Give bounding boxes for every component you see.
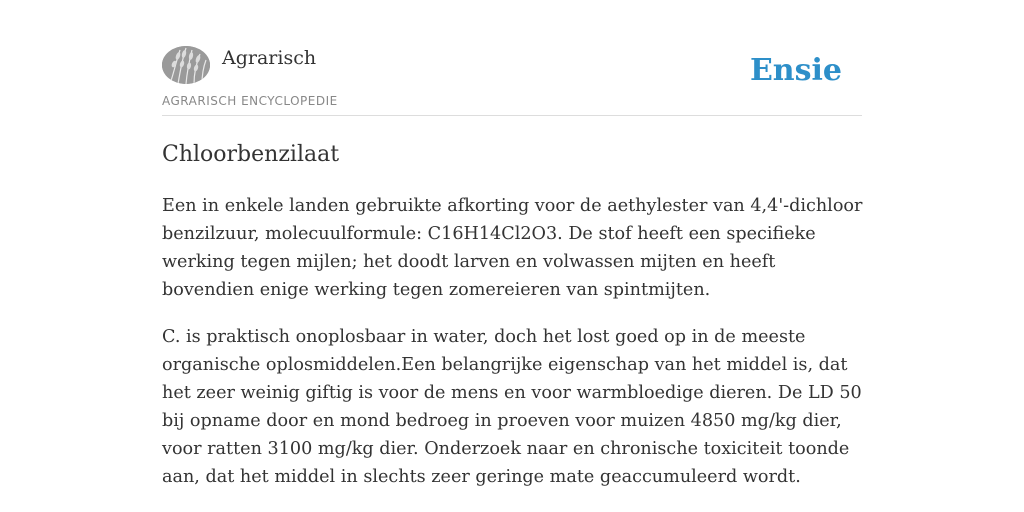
article-paragraph-1: Een in enkele landen gebruikte afkorting voor de aethylester van 4,4'-dichloor benzilzuur, molecuulformule: C16H14Cl2O3. De stof heeft een specifieke werking tegen mijlen; het doodt larven en volwassen mijten en heeft bovendien enige werking tegen zomereieren van spintmijten. — [162, 196, 863, 300]
publisher-header — [162, 46, 862, 116]
publisher-subtitle: AGRARISCH ENCYCLOPEDIE — [162, 94, 338, 108]
wheat-icon[interactable] — [162, 46, 210, 84]
brand-logo[interactable]: Ensie — [749, 53, 842, 88]
article-title: Chloorbenzilaat — [162, 142, 340, 167]
article-paragraph-2: C. is praktisch onoplosbaar in water, doch het lost goed op in de meeste organische oplosmiddelen.Een belangrijke eigenschap van het middel is, dat het zeer weinig giftig is voor de mens en voor warmbloedige dieren. De LD 50 bij opname door en mond bedroeg in proeven voor muizen 4850 mg/kg dier, voor ratten 3100 mg/kg dier. Onderzoek naar en chronische toxiciteit toonde aan, dat het middel in slechts zeer geringe mate geaccumuleerd wordt. — [162, 327, 862, 487]
publisher-name[interactable]: Agrarisch — [222, 47, 317, 69]
header-divider — [162, 115, 862, 116]
